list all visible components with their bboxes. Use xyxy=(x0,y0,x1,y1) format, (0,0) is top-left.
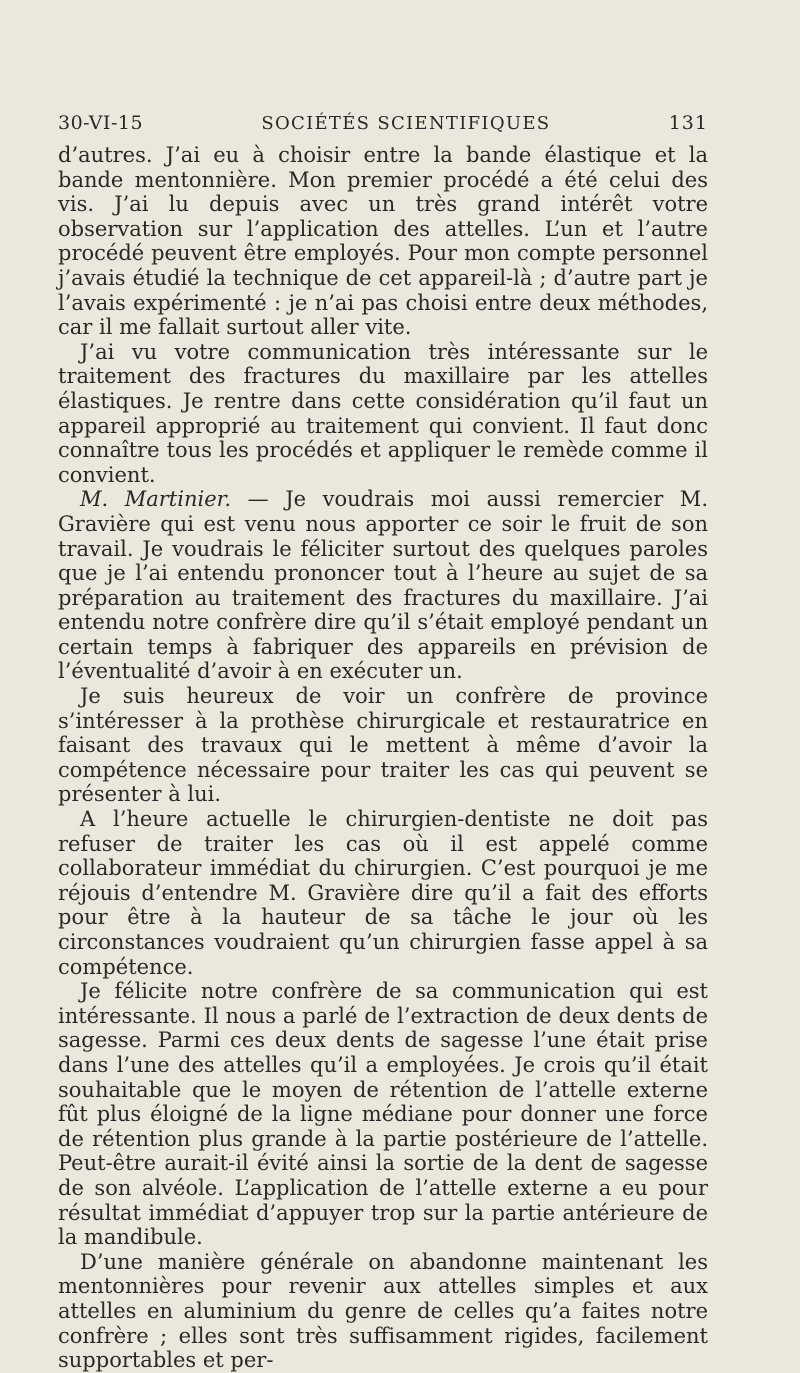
running-head xyxy=(58,112,708,134)
paragraph: D’une manière générale on abandonne maintenant les mentonnières pour revenir aux attelles simples et aux attelles en aluminium du genre de celles qu’a faites notre confrère ; elles sont très suffisamment rigides, facilement supportables et per- xyxy=(58,1249,708,1373)
paragraph: Je félicite notre confrère de sa communication qui est intéressante. Il nous a parlé de l’extraction de deux dents de sagesse. Parmi ces deux dents de sagesse l’une était prise dans l’une des attelles qu’il a employées. Je crois qu’il était souhaitable que le moyen de rétention de l’attelle externe fût plus éloigné de la ligne médiane pour donner une force de rétention plus grande à la partie postérieure de l’attelle. Peut-être aurait-il évité ainsi la sortie de la dent de sagesse de son alvéole. L’application de l’attelle externe a eu pour résultat immédiat d’appuyer trop sur la partie antérieure de la mandibule. xyxy=(58,979,708,1250)
page-number: 131 xyxy=(668,112,708,134)
body-text xyxy=(58,143,708,1373)
issue-date: 30-VI-15 xyxy=(58,112,144,134)
paragraph: Je suis heureux de voir un confrère de province s’intéresser à la prothèse chirurgicale et restauratrice en faisant des travaux qui le mettent à même d’avoir la compétence nécessaire pour traiter les cas qui peuvent se présenter à lui. xyxy=(58,684,708,807)
speech-paragraph xyxy=(58,487,708,684)
speech-dash: — xyxy=(231,487,286,512)
speaker-name: M. Martinier. xyxy=(80,487,232,512)
running-title: SOCIÉTÉS SCIENTIFIQUES xyxy=(261,113,551,134)
paragraph: J’ai vu votre communication très intéressante sur le traitement des fractures du maxillaire par les attelles élastiques. Je rentre dans cette considération qu’il faut un appareil approprié au traitement qui convient. Il faut donc connaître tous les procédés et appliquer le remède comme il convient. xyxy=(58,339,708,487)
paragraph: A l’heure actuelle le chirurgien-dentiste ne doit pas refuser de traiter les cas où il est appelé comme collaborateur immédiat du chirurgien. C’est pourquoi je me réjouis d’entendre M. Gravière dire qu’il a fait des efforts pour être à la hauteur de sa tâche le jour où les circonstances voudraient qu’un chirurgien fasse appel à sa compétence. xyxy=(58,807,708,979)
speech-text: Je voudrais moi aussi remercier M. Gravière qui est venu nous apporter ce soir le fruit de son travail. Je voudrais le féliciter surtout des quelques paroles que je l’ai entendu prononcer tout à l’heure au sujet de sa préparation au traitement des fractures du maxillaire. J’ai entendu notre confrère dire qu’il s’était employé pendant un certain temps à fabriquer des appareils en prévision de l’éventualité d’avoir à en exécuter un. xyxy=(58,487,708,684)
paragraph-continued: d’autres. J’ai eu à choisir entre la bande élastique et la bande mentonnière. Mon premier procédé a été celui des vis. J’ai lu depuis avec un très grand intérêt votre observation sur l’application des attelles. L’un et l’autre procédé peuvent être employés. Pour mon compte personnel j’avais étudié la technique de cet appareil-là ; d’autre part je l’avais expérimenté : je n’ai pas choisi entre deux méthodes, car il me fallait surtout aller vite. xyxy=(58,143,708,340)
